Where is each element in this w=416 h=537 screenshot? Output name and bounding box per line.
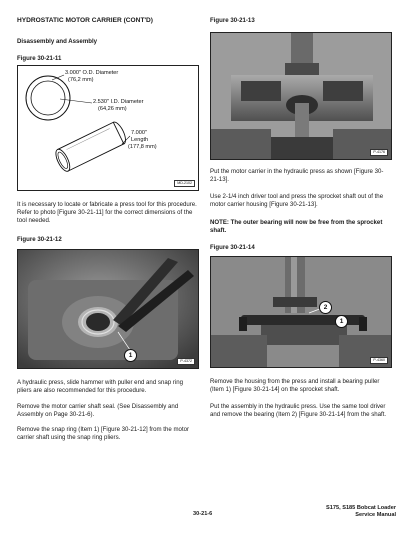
figure-30-21-11 — [17, 65, 199, 191]
footer-manual: Service Manual — [355, 512, 396, 518]
item-1-callout: 1 — [335, 315, 348, 328]
od-dimension-label: 3.000" O.D. Diameter — [65, 70, 119, 76]
paragraph-remove-seal: Remove the motor carrier shaft seal. (See Disassembly and Assembly on Page 30-21-6). — [17, 403, 179, 419]
paragraph-remove-bearing: Put the assembly in the hydraulic press. Use the same tool driver and remove the bearing (Item 2) [Figure 30-21-14] from the shaft. — [210, 403, 387, 419]
paragraph-driver-tool: Use 2-1/4 inch driver tool and press the sprocket shaft out of the motor carrier housing [Figure 30-21-13]. — [210, 193, 384, 209]
figure-30-21-12-label: Figure 30-21-12 — [17, 236, 62, 243]
figure-30-21-14 — [210, 256, 392, 368]
note-outer-bearing: NOTE: The outer bearing will now be free from the sprocket shaft. — [210, 219, 383, 235]
section-title: HYDROSTATIC MOTOR CARRIER (CONT'D) — [17, 17, 153, 24]
footer-model: S175, S185 Bobcat Loader — [326, 505, 396, 511]
paragraph-put-in-press: Put the motor carrier in the hydraulic press as shown [Figure 30-21-13]. — [210, 168, 384, 184]
paragraph-remove-snap-ring: Remove the snap ring (Item 1) [Figure 30-21-12] from the motor carrier shaft using the snap ring pliers. — [17, 426, 190, 442]
figure-30-21-14-label: Figure 30-21-14 — [210, 244, 255, 251]
item-1-callout: 1 — [124, 349, 137, 362]
length-dimension-label: 7.000" — [131, 130, 147, 136]
figure-code: P-4176 — [370, 149, 388, 156]
id-dimension-label: 2.530" I.D. Diameter — [93, 99, 144, 105]
figure-code: MD-2102 — [174, 180, 195, 187]
length-word: Length — [131, 137, 149, 143]
carrier-in-press-photo — [211, 33, 392, 160]
length-dimension-metric: (177,8 mm) — [128, 144, 157, 150]
bearing-puller-photo — [211, 257, 392, 368]
page-number: 30-21-6 — [193, 511, 213, 517]
paragraph-tools-recommended: A hydraulic press, slide hammer with puller end and snap ring pliers are also recommended for this procedure. — [17, 379, 183, 395]
subsection-title: Disassembly and Assembly — [17, 38, 98, 45]
id-dimension-metric: (64,26 mm) — [98, 106, 127, 112]
figure-code: P-4372 — [177, 358, 195, 365]
od-dimension-metric: (76,2 mm) — [68, 77, 94, 83]
figure-30-21-11-label: Figure 30-21-11 — [17, 55, 62, 62]
paragraph-press-tool: It is necessary to locate or fabricate a press tool for this procedure. Refer to photo [Figure 30-21-11] for the correct dimensions of the tool needed. — [17, 201, 197, 225]
item-2-callout: 2 — [319, 301, 332, 314]
figure-code: P-4360 — [370, 357, 388, 364]
figure-30-21-13 — [210, 32, 392, 160]
figure-30-21-13-label: Figure 30-21-13 — [210, 17, 255, 24]
press-tool-drawing — [18, 66, 199, 191]
figure-30-21-12 — [17, 249, 199, 369]
snap-ring-photo — [18, 250, 199, 369]
paragraph-install-puller: Remove the housing from the press and install a bearing puller (Item 1) [Figure 30-21-14] on the sprocket shaft. — [210, 378, 380, 394]
